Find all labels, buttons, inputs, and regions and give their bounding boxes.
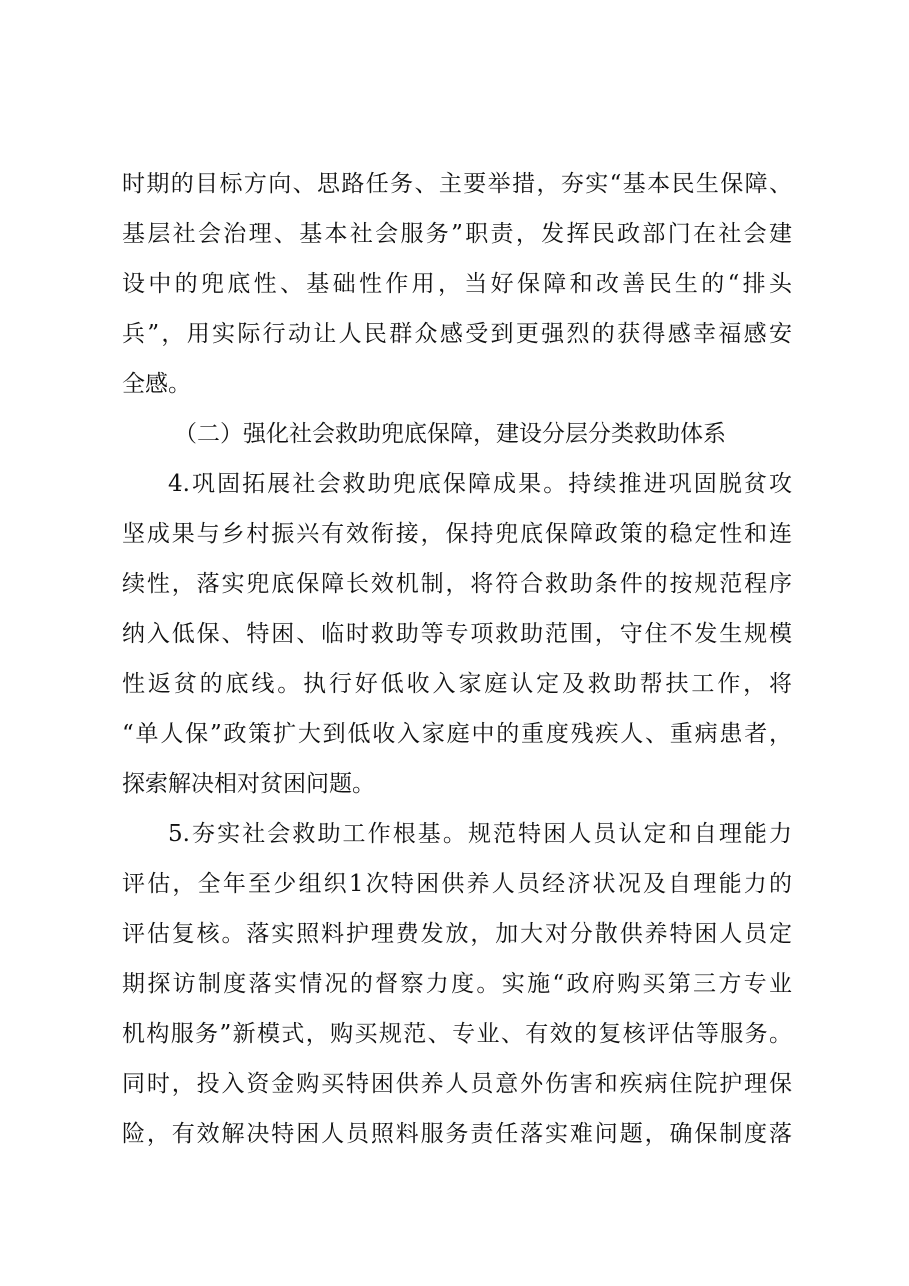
paragraph-line: 评估复核。落实照料护理费发放，加大对分散供养特困人员定: [122, 921, 792, 947]
section-heading: （二）强化社会救助兜底保障，建设分层分类救助体系: [174, 421, 726, 447]
paragraph-line: 坚成果与乡村振兴有效衔接，保持兜底保障政策的稳定性和连: [122, 521, 792, 547]
paragraph-line: 全感。: [122, 371, 191, 397]
paragraph-line: 险，有效解决特困人员照料服务责任落实难问题，确保制度落: [122, 1121, 792, 1147]
paragraph-line: 机构服务”新模式，购买规范、专业、有效的复核评估等服务。: [122, 1021, 792, 1047]
paragraph-line: 性返贫的底线。执行好低收入家庭认定及救助帮扶工作，将: [122, 671, 792, 697]
paragraph-line: “单人保”政策扩大到低收入家庭中的重度残疾人、重病患者，: [122, 721, 792, 747]
paragraph-line: 兵”，用实际行动让人民群众感受到更强烈的获得感幸福感安: [122, 321, 792, 347]
paragraph-line: 评估，全年至少组织1次特困供养人员经济状况及自理能力的: [122, 871, 792, 897]
paragraph-line: 4.巩固拓展社会救助兜底保障成果。持续推进巩固脱贫攻: [168, 471, 792, 497]
paragraph-line: 时期的目标方向、思路任务、主要举措，夯实“基本民生保障、: [122, 171, 792, 197]
paragraph-line: 续性，落实兜底保障长效机制，将符合救助条件的按规范程序: [122, 571, 792, 597]
paragraph-line: 同时，投入资金购买特困供养人员意外伤害和疾病住院护理保: [122, 1071, 792, 1097]
paragraph-line: 期探访制度落实情况的督察力度。实施“政府购买第三方专业: [122, 971, 792, 997]
paragraph-line: 探索解决相对贫困问题。: [122, 771, 375, 797]
paragraph-line: 5.夯实社会救助工作根基。规范特困人员认定和自理能力: [168, 821, 792, 847]
paragraph-line: 设中的兜底性、基础性作用，当好保障和改善民生的“排头: [122, 271, 792, 297]
paragraph-line: 基层社会治理、基本社会服务”职责，发挥民政部门在社会建: [122, 221, 792, 247]
paragraph-line: 纳入低保、特困、临时救助等专项救助范围，守住不发生规模: [122, 621, 792, 647]
